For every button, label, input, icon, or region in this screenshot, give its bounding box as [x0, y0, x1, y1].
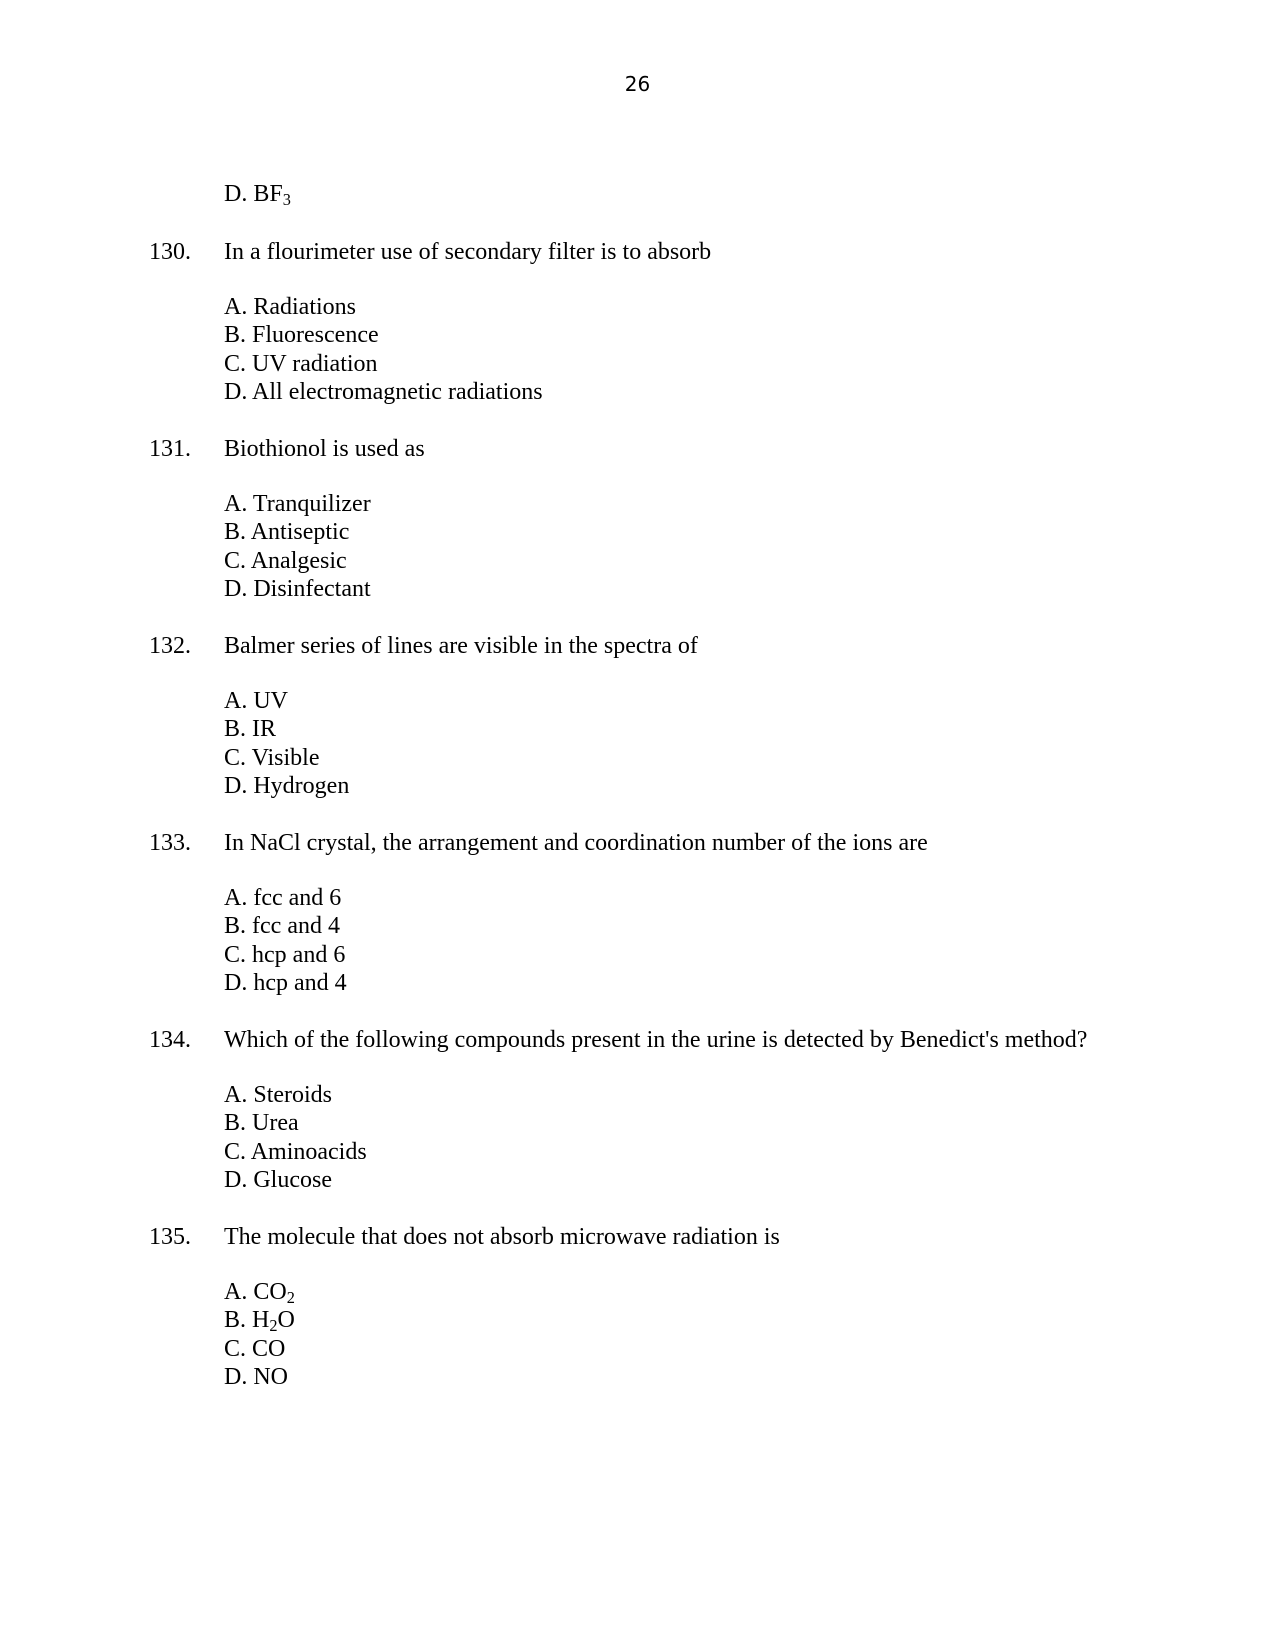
question-number: 135. [149, 1223, 191, 1250]
question-number: 132. [149, 632, 191, 659]
options-list [0, 293, 1275, 407]
option-c: C. Analgesic [224, 547, 347, 574]
page-number: 26 [624, 72, 651, 96]
question-number: 130. [149, 238, 191, 265]
option-a: A. Tranquilizer [224, 490, 371, 517]
options-list [0, 490, 1275, 604]
question-132 [0, 631, 1275, 801]
option-b: B. fcc and 4 [224, 913, 340, 939]
option-d: D. NO [224, 1364, 289, 1390]
question-list [0, 180, 1275, 1419]
option-d: D. Glucose [224, 1167, 332, 1193]
option-label: D. [224, 181, 248, 207]
option-d: D. All electromagnetic radiations [224, 379, 543, 405]
question-135 [0, 1222, 1275, 1392]
question-134 [0, 1025, 1275, 1195]
option-text: $BF_3$ [253, 181, 291, 210]
question-number: 134. [149, 1026, 191, 1053]
option-a: A. Steroids [224, 1081, 333, 1108]
question-text: The molecule that does not absorb microwave radiation is [224, 1223, 780, 1250]
question-text: In a flourimeter use of secondary filter is to absorb [224, 238, 712, 265]
question-133 [0, 828, 1275, 998]
option-c: C. UV radiation [224, 350, 378, 377]
option-c: C. hcp and 6 [224, 941, 346, 968]
option-d: D. Hydrogen [224, 773, 350, 799]
question-text: In NaCl crystal, the arrangement and coordination number of the ions are [224, 829, 928, 856]
option-b: B. Urea [224, 1110, 299, 1136]
options-list [0, 884, 1275, 998]
options-list [0, 1081, 1275, 1195]
option-d: D. hcp and 4 [224, 970, 347, 996]
option-a: A. UV [224, 687, 289, 714]
option-c: C. Visible [224, 744, 320, 771]
options-list [0, 1278, 1275, 1392]
option-b: B. IR [224, 716, 277, 742]
question-number: 133. [149, 829, 191, 856]
option-c: C. CO [224, 1335, 286, 1362]
option-d-carryover [224, 180, 1275, 209]
option-b: B. Fluorescence [224, 322, 379, 348]
question-text: Balmer series of lines are visible in the spectra of [224, 632, 698, 659]
question-130 [0, 237, 1275, 407]
option-a: A. $CO_2$ [224, 1278, 295, 1307]
option-b: B. $H_2O$ [224, 1307, 295, 1336]
options-list [0, 687, 1275, 801]
option-a: A. fcc and 6 [224, 884, 342, 911]
option-d: D. Disinfectant [224, 576, 371, 602]
option-a: A. Radiations [224, 293, 356, 320]
question-text: Biothionol is used as [224, 435, 425, 462]
question-text: Which of the following compounds present in the urine is detected by Benedict's method? [224, 1026, 1088, 1053]
question-131 [0, 434, 1275, 604]
option-c: C. Aminoacids [224, 1138, 367, 1165]
question-number: 131. [149, 435, 191, 462]
option-b: B. Antiseptic [224, 519, 350, 545]
